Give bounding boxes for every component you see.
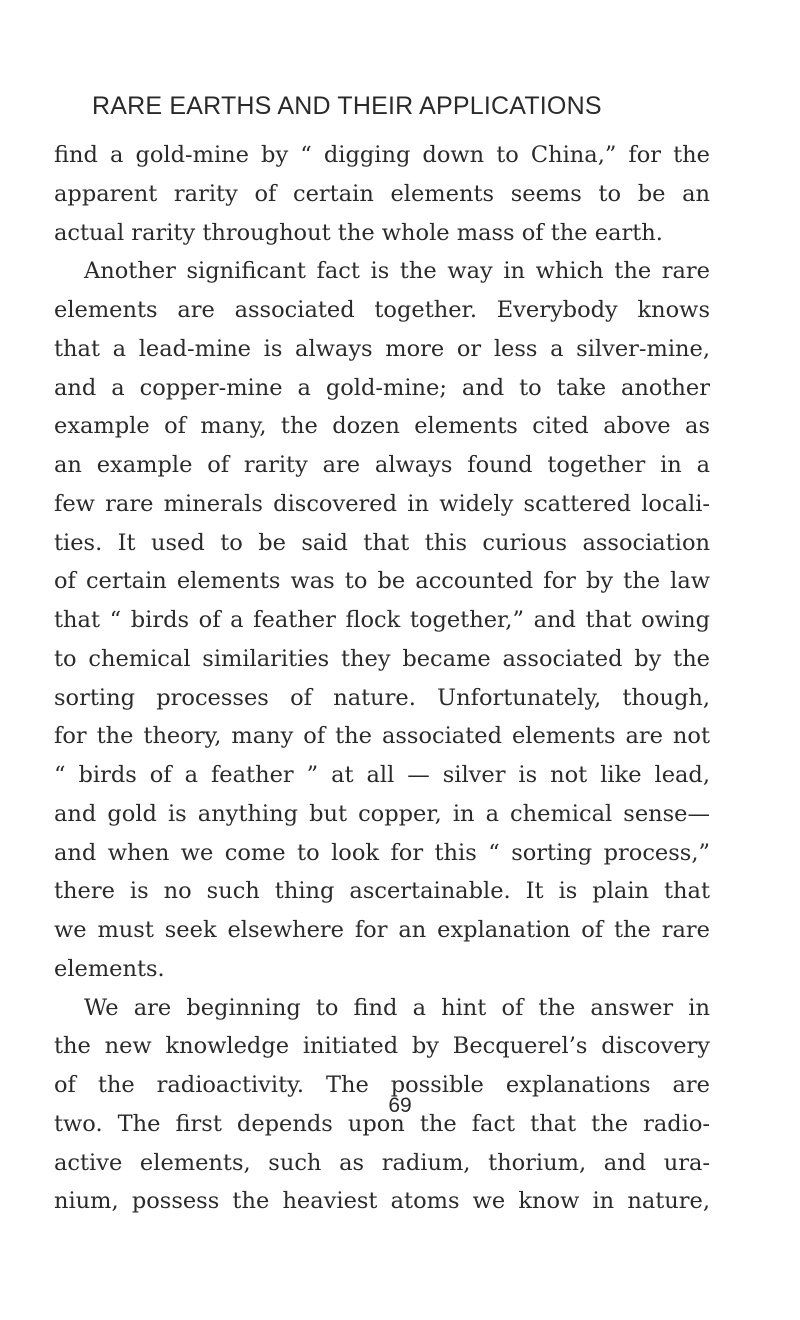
- text-line: actual rarity throughout the whole mass of the earth.: [54, 219, 663, 246]
- text-line: there is no such thing ascertainable. It is plain that: [54, 878, 710, 905]
- text-line: sorting processes of nature. Unfortunately, though,: [54, 684, 710, 711]
- text-line: apparent rarity of certain elements seems to be an: [54, 180, 710, 207]
- text-line: of the radioactivity. The possible explanations are: [54, 1072, 710, 1098]
- text-line: and gold is anything but copper, in a chemical sense—: [54, 800, 710, 827]
- text-line: nium, possess the heaviest atoms we know in nature,: [54, 1188, 710, 1215]
- text-line: elements.: [54, 955, 165, 982]
- text-line: two. The first depends upon the fact that the radio-: [54, 1110, 710, 1137]
- text-line: that a lead-mine is always more or less a silver-mine,: [54, 335, 710, 362]
- text-line: example of many, the dozen elements cited above as: [54, 413, 710, 440]
- text-line: we must seek elsewhere for an explanation of the rare: [54, 917, 710, 943]
- text-line: for the theory, many of the associated elements are not: [54, 723, 710, 750]
- text-line: and when we come to look for this “ sorting process,”: [54, 839, 710, 866]
- text-line: few rare minerals discovered in widely scattered locali-: [54, 490, 710, 517]
- text-line: We are beginning to find a hint of the answer in: [84, 994, 710, 1021]
- text-line: of certain elements was to be accounted for by the law: [54, 568, 710, 595]
- text-line: Another significant fact is the way in which the rare: [84, 258, 710, 285]
- text-line: the new knowledge initiated by Becquerel’s discovery: [54, 1033, 710, 1060]
- text-line: find a gold-mine by “ digging down to China,” for the: [54, 142, 710, 168]
- text-line: to chemical similarities they became associated by the: [54, 645, 710, 672]
- text-line: that “ birds of a feather flock together,” and that owing: [54, 607, 710, 633]
- text-line: “ birds of a feather ” at all — silver is not like lead,: [54, 762, 710, 788]
- body-text: [54, 136, 710, 1221]
- text-line: an example of rarity are always found together in a: [54, 452, 710, 478]
- page-number: 69: [388, 1094, 412, 1117]
- text-line: ties. It used to be said that this curious association: [54, 529, 710, 556]
- text-line: and a copper-mine a gold-mine; and to take another: [54, 374, 710, 401]
- running-head: RARE EARTHS AND THEIR APPLICATIONS: [92, 92, 602, 120]
- text-line: active elements, such as radium, thorium, and ura-: [54, 1149, 710, 1176]
- text-line: elements are associated together. Everybody knows: [54, 297, 710, 323]
